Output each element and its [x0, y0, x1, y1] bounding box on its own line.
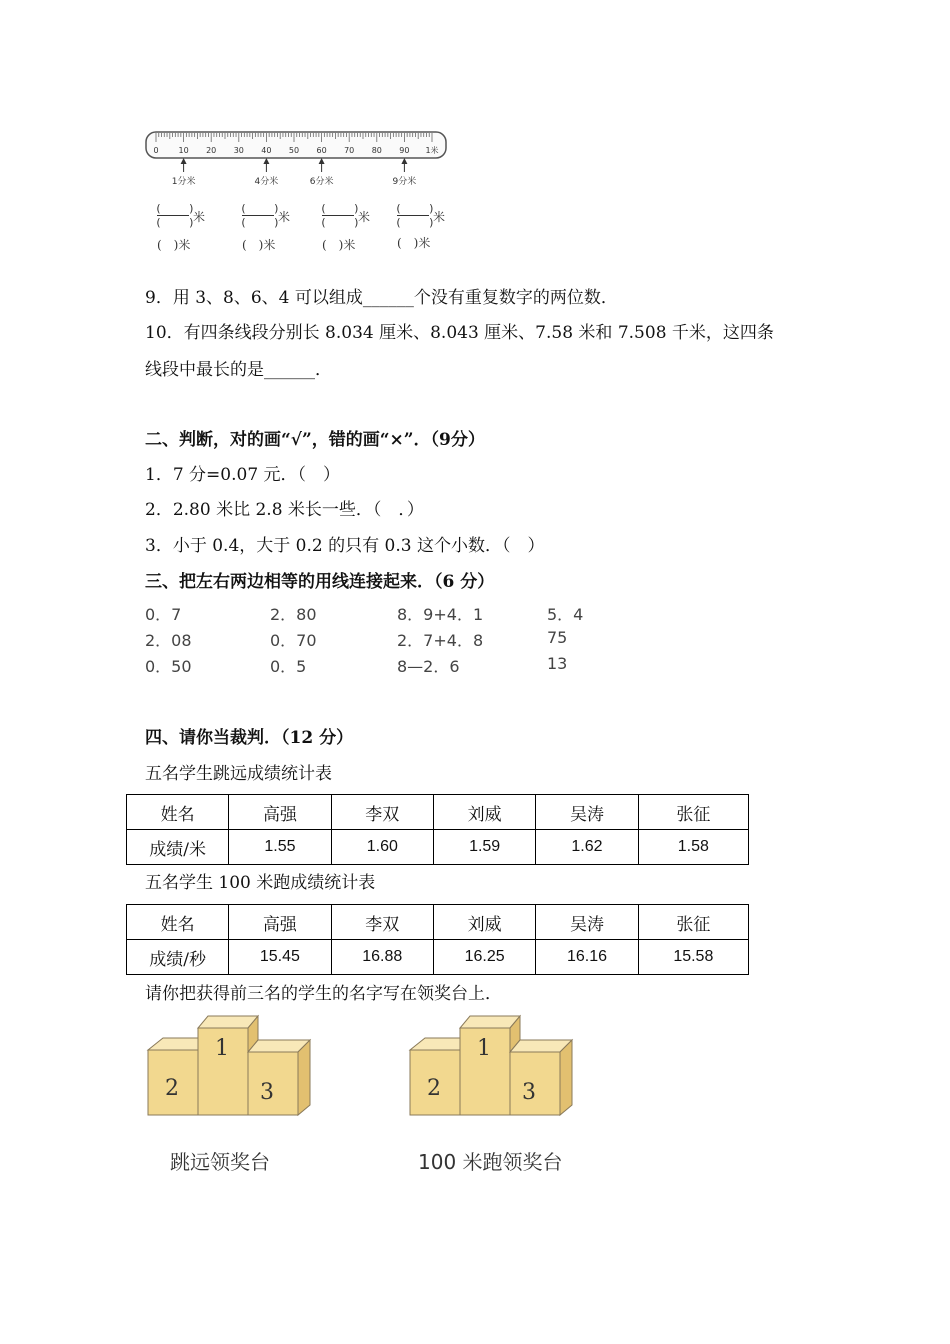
judge-item-1: 1．7 分=0.07 元．（ ） [145, 465, 341, 485]
podium-caption-sprint: 100 米跑领奖台 [418, 1150, 563, 1174]
table-row [127, 940, 749, 975]
table-cell: 1.55 [229, 830, 331, 865]
sprint-table [126, 904, 749, 975]
table-header-cell: 姓名 [127, 795, 229, 830]
table-header-cell: 李双 [331, 905, 433, 940]
place-2-label: 2 [165, 1076, 179, 1101]
decimal-blank-4[interactable]: ( )米 [397, 236, 431, 250]
table-cell: 16.88 [331, 940, 433, 975]
part3-title: 三、把左右两边相等的用线连接起来．（6 分） [145, 572, 495, 592]
ruler-arrow-label: 4分米 [254, 177, 279, 187]
table1-caption: 五名学生跳远成绩统计表 [145, 764, 332, 784]
table-header-cell: 高强 [229, 905, 331, 940]
ruler-tick-label: 70 [344, 146, 355, 155]
judge-item-3: 3．小于 0.4，大于 0.2 的只有 0.3 这个小数．（ ） [145, 536, 545, 556]
fraction-blank-2[interactable]: ( ) ( ) 米 [240, 202, 291, 229]
ruler-tick-label: 80 [371, 146, 382, 155]
long-jump-table [126, 794, 749, 865]
ruler-arrow-head [263, 158, 269, 164]
question-9: 9．用 3、8、6、4 可以组成______个没有重复数字的两位数． [145, 288, 618, 308]
fraction-unit: 米 [278, 210, 291, 224]
table-cell: 1.59 [433, 830, 535, 865]
ruler-tick-label: 0 [153, 146, 159, 155]
table-header-cell: 吴涛 [536, 905, 638, 940]
match-cell[interactable]: 0．70 [270, 631, 317, 650]
match-cell[interactable]: 0．7 [145, 605, 182, 624]
ruler-tick-label: 50 [288, 146, 300, 155]
ruler-tick-label: 90 [399, 146, 410, 155]
ruler-tick-label: 20 [206, 146, 217, 155]
match-cell[interactable]: 8—2．6 [397, 657, 460, 676]
table-cell: 16.25 [433, 940, 535, 975]
table-header-cell: 吴涛 [536, 795, 638, 830]
match-cell[interactable]: 13 [547, 654, 568, 673]
decimal-blank-1[interactable]: ( )米 [157, 238, 191, 252]
ruler-arrow-label: 1分米 [171, 177, 196, 187]
table2-caption: 五名学生 100 米跑成绩统计表 [145, 873, 376, 893]
podium-instruction: 请你把获得前三名的学生的名字写在领奖台上． [145, 984, 502, 1004]
decimal-blank-3[interactable]: ( )米 [322, 238, 356, 252]
ruler-arrow-label: 6分米 [309, 177, 334, 187]
table-header-cell: 高强 [229, 795, 331, 830]
match-cell[interactable]: 75 [547, 628, 568, 647]
table-header-cell: 张征 [638, 905, 748, 940]
question-10-line2: 线段中最长的是______． [145, 360, 332, 380]
question-10-line1: 10．有四条线段分别长 8.034 厘米、8.043 厘米、7.58 米和 7.508 千米，这四条 [145, 323, 774, 343]
table-row [127, 795, 749, 830]
match-cell[interactable]: 2．7+4．8 [397, 631, 484, 650]
place-2-label: 2 [427, 1076, 441, 1101]
fraction-blank-3[interactable]: ( ) ( ) 米 [320, 202, 371, 229]
fraction-unit: 米 [433, 210, 446, 224]
table-header-cell: 刘威 [433, 905, 535, 940]
match-cell[interactable]: 0．50 [145, 657, 192, 676]
table-row-label: 成绩/秒 [127, 940, 229, 975]
table-cell: 15.58 [638, 940, 748, 975]
table-header-cell: 刘威 [433, 795, 535, 830]
podium-graphic [402, 1010, 582, 1125]
ruler-tick-label: 30 [233, 146, 244, 155]
ruler-arrows [172, 158, 417, 187]
part4-title: 四、请你当裁判．（12 分） [145, 728, 354, 748]
match-cell[interactable]: 8．9+4．1 [397, 605, 484, 624]
table-cell: 1.60 [331, 830, 433, 865]
table-row-label: 成绩/米 [127, 830, 229, 865]
match-cell[interactable]: 5．4 [547, 605, 584, 624]
ruler-answer-area [155, 200, 465, 260]
table-header-cell: 李双 [331, 795, 433, 830]
fraction-unit: 米 [358, 210, 371, 224]
table-header-cell: 姓名 [127, 905, 229, 940]
decimal-blank-2[interactable]: ( )米 [242, 238, 276, 252]
table-cell: 16.16 [536, 940, 638, 975]
ruler-tick-label: 60 [316, 146, 327, 155]
fraction-blank-4[interactable]: ( ) ( ) 米 [395, 202, 446, 229]
judge-item-2: 2．2.80 米比 2.8 米长一些．（ ．） [145, 500, 424, 520]
place-3-label: 3 [522, 1080, 536, 1105]
place-1-label: 1 [215, 1036, 229, 1061]
part2-title: 二、判断，对的画“√”，错的画“×”．（9分） [145, 430, 485, 450]
podium-sprint[interactable] [402, 1010, 582, 1125]
match-cell[interactable]: 2．80 [270, 605, 317, 624]
ruler-tick-label: 40 [261, 146, 272, 155]
match-grid [145, 602, 615, 682]
ruler-arrow-head [181, 158, 187, 164]
ruler-arrow-head [319, 158, 325, 164]
podium-long-jump[interactable] [140, 1010, 320, 1125]
fraction-unit: 米 [193, 210, 206, 224]
table-header-cell: 张征 [638, 795, 748, 830]
fraction-blank-1[interactable]: ( ) ( ) 米 [155, 202, 206, 229]
podium-caption-long-jump: 跳远领奖台 [170, 1150, 270, 1174]
table-row [127, 830, 749, 865]
place-3-label: 3 [260, 1080, 274, 1105]
table-row [127, 905, 749, 940]
ruler-tick-label: 10 [178, 146, 189, 155]
table-cell: 15.45 [229, 940, 331, 975]
table-cell: 1.62 [536, 830, 638, 865]
match-cell[interactable]: 0．5 [270, 657, 307, 676]
ruler-tick-label: 1米 [425, 146, 439, 155]
podium-graphic [140, 1010, 320, 1125]
ruler-arrow-head [401, 158, 407, 164]
match-cell[interactable]: 2．08 [145, 631, 192, 650]
place-1-label: 1 [477, 1036, 491, 1061]
ruler-arrow-label: 9分米 [392, 177, 417, 187]
table-cell: 1.58 [638, 830, 748, 865]
